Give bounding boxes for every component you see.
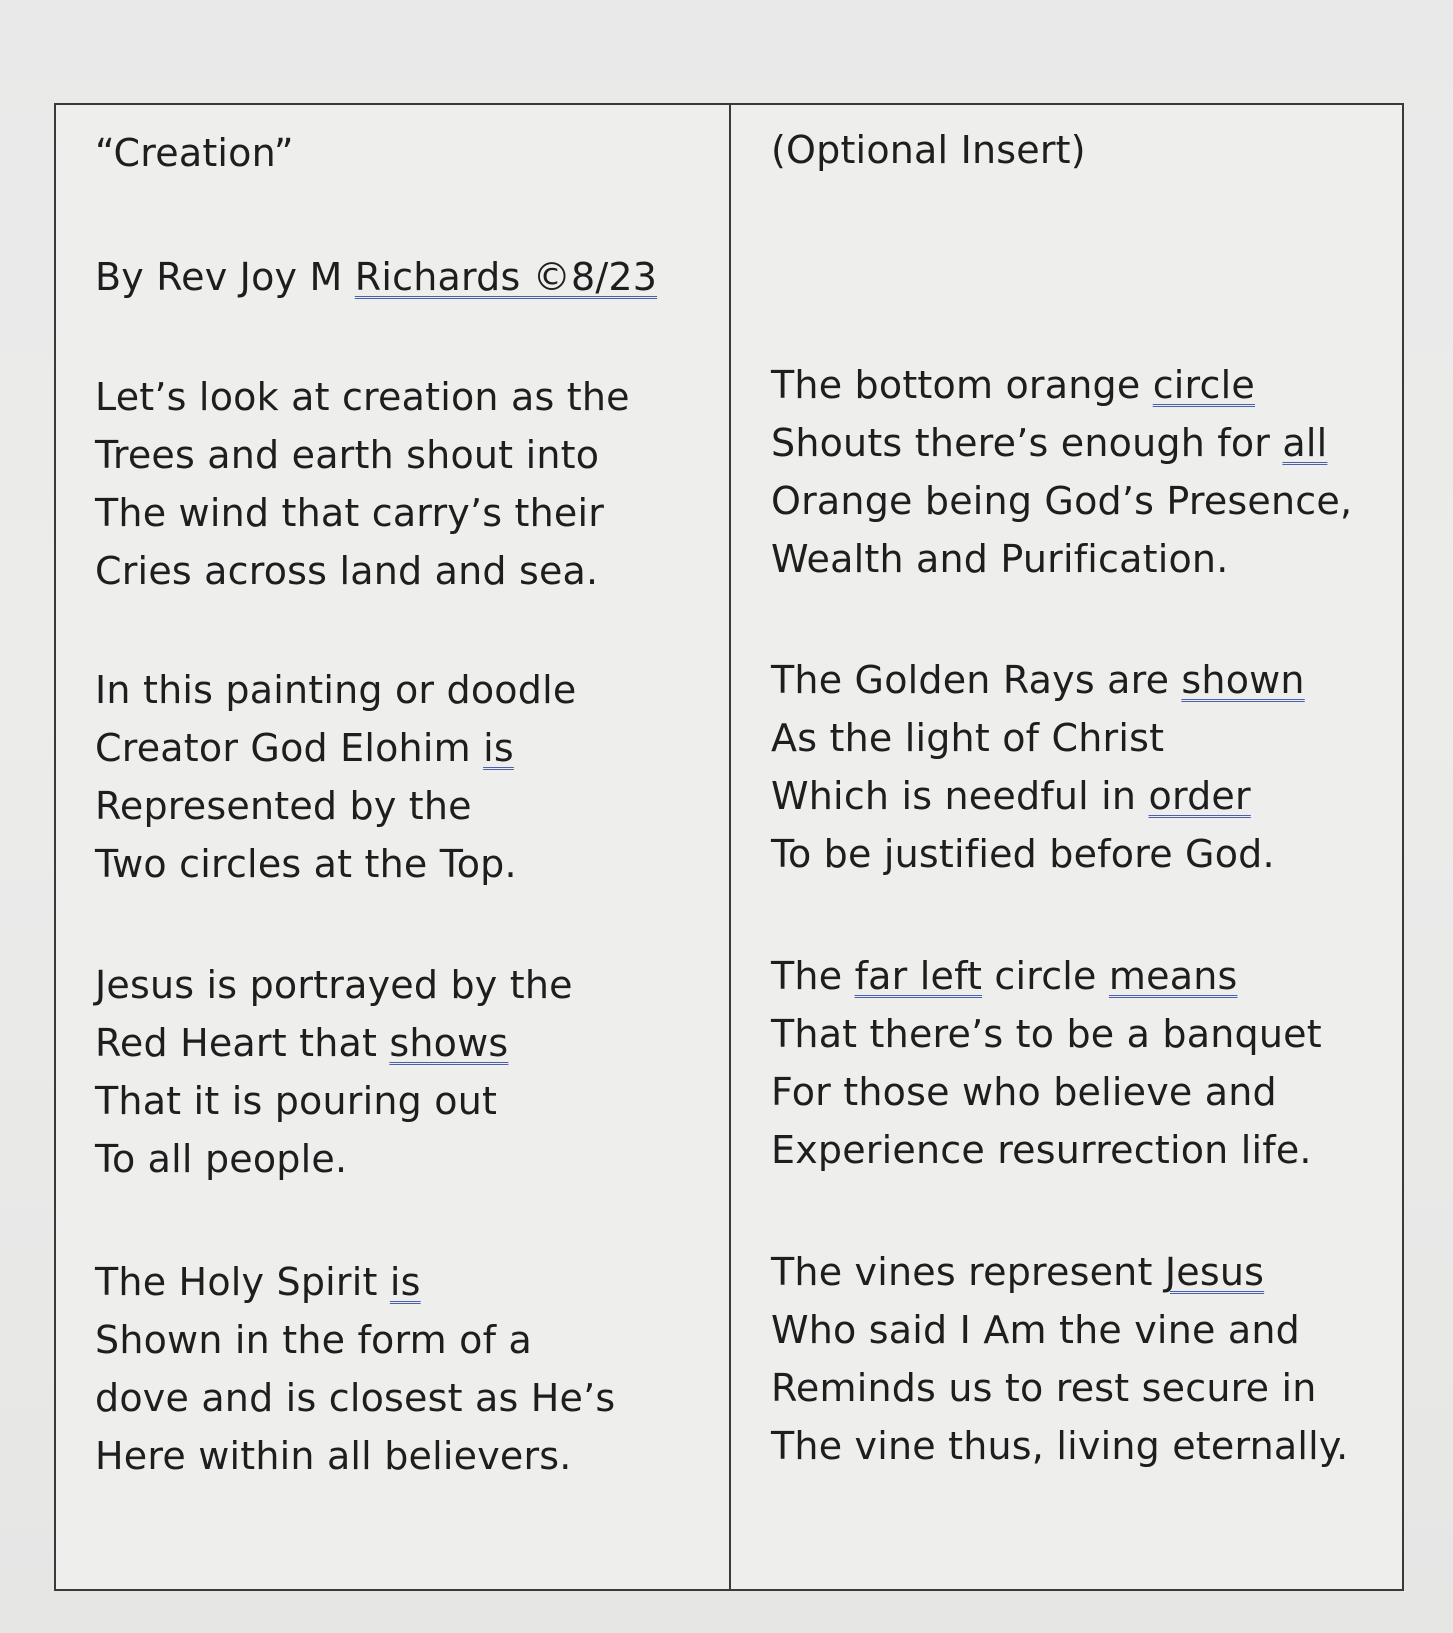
byline-prefix: By Rev Joy M bbox=[95, 255, 355, 299]
left-column bbox=[56, 105, 729, 1589]
stanza-line bbox=[771, 1250, 1264, 1294]
stanza-line: Orange being God’s Presence, bbox=[771, 479, 1353, 523]
line-middle: circle bbox=[982, 954, 1109, 998]
stanza-line: Let’s look at creation as the bbox=[95, 375, 630, 419]
right-column bbox=[731, 105, 1404, 1589]
line-prefix: Creator God Elohim bbox=[95, 726, 484, 770]
stanza-line bbox=[771, 421, 1327, 465]
poem-title-text: “Creation” bbox=[95, 131, 294, 175]
insert-title: (Optional Insert) bbox=[771, 128, 1086, 172]
stanza-line bbox=[771, 658, 1305, 702]
poem-title bbox=[95, 131, 294, 175]
stanza-line: For those who believe and bbox=[771, 1070, 1277, 1114]
stanza-line: Shown in the form of a bbox=[95, 1318, 532, 1362]
stanza-line: dove and is closest as He’s bbox=[95, 1376, 616, 1420]
underlined-word: is bbox=[389, 1260, 421, 1304]
stanza-line bbox=[771, 954, 1237, 998]
line-prefix: Which is needful in bbox=[771, 774, 1149, 818]
line-prefix: Red Heart that bbox=[95, 1021, 390, 1065]
line-prefix: The bottom orange bbox=[771, 363, 1153, 407]
stanza-line: Experience resurrection life. bbox=[771, 1128, 1312, 1172]
line-prefix: The Golden Rays are bbox=[771, 658, 1182, 702]
stanza-line: Who said I Am the vine and bbox=[771, 1308, 1300, 1352]
stanza-line: Cries across land and sea. bbox=[95, 549, 599, 593]
stanza-line bbox=[95, 1260, 421, 1304]
stanza-line bbox=[771, 363, 1255, 407]
stanza-line: The vine thus, living eternally. bbox=[771, 1424, 1349, 1468]
stanza-line: Wealth and Purification. bbox=[771, 537, 1229, 581]
stanza-line: To be justified before God. bbox=[771, 832, 1275, 876]
stanza-line: The wind that carry’s their bbox=[95, 491, 605, 535]
stanza-line: That it is pouring out bbox=[95, 1079, 498, 1123]
stanza-line: Here within all believers. bbox=[95, 1434, 572, 1478]
line-prefix: The Holy Spirit bbox=[95, 1260, 390, 1304]
line-prefix: The bbox=[771, 954, 855, 998]
underlined-word: shows bbox=[389, 1021, 509, 1065]
underlined-word: Jesus bbox=[1164, 1250, 1265, 1294]
stanza-line: As the light of Christ bbox=[771, 716, 1165, 760]
poem-byline bbox=[95, 255, 657, 299]
underlined-word: far left bbox=[854, 954, 983, 998]
stanza-line: Represented by the bbox=[95, 784, 472, 828]
stanza-line: Jesus is portrayed by the bbox=[95, 963, 573, 1007]
underlined-word: means bbox=[1108, 954, 1238, 998]
underlined-word: all bbox=[1282, 421, 1328, 465]
byline-underlined: Richards ©8/23 bbox=[354, 255, 658, 299]
stanza-line: Reminds us to rest secure in bbox=[771, 1366, 1317, 1410]
stanza-line bbox=[771, 774, 1251, 818]
stanza-line: In this painting or doodle bbox=[95, 668, 577, 712]
stanza-line: To all people. bbox=[95, 1137, 348, 1181]
underlined-word: shown bbox=[1181, 658, 1305, 702]
stanza-line: That there’s to be a banquet bbox=[771, 1012, 1322, 1056]
underlined-word: is bbox=[483, 726, 514, 770]
stanza-line bbox=[95, 1021, 508, 1065]
line-prefix: The vines represent bbox=[771, 1250, 1165, 1294]
stanza-line bbox=[95, 726, 514, 770]
underlined-word: circle bbox=[1152, 363, 1255, 407]
stanza-line: Trees and earth shout into bbox=[95, 433, 600, 477]
poem-table bbox=[54, 103, 1404, 1591]
stanza-line: Two circles at the Top. bbox=[95, 842, 517, 886]
line-prefix: Shouts there’s enough for bbox=[771, 421, 1283, 465]
underlined-word: order bbox=[1148, 774, 1251, 818]
